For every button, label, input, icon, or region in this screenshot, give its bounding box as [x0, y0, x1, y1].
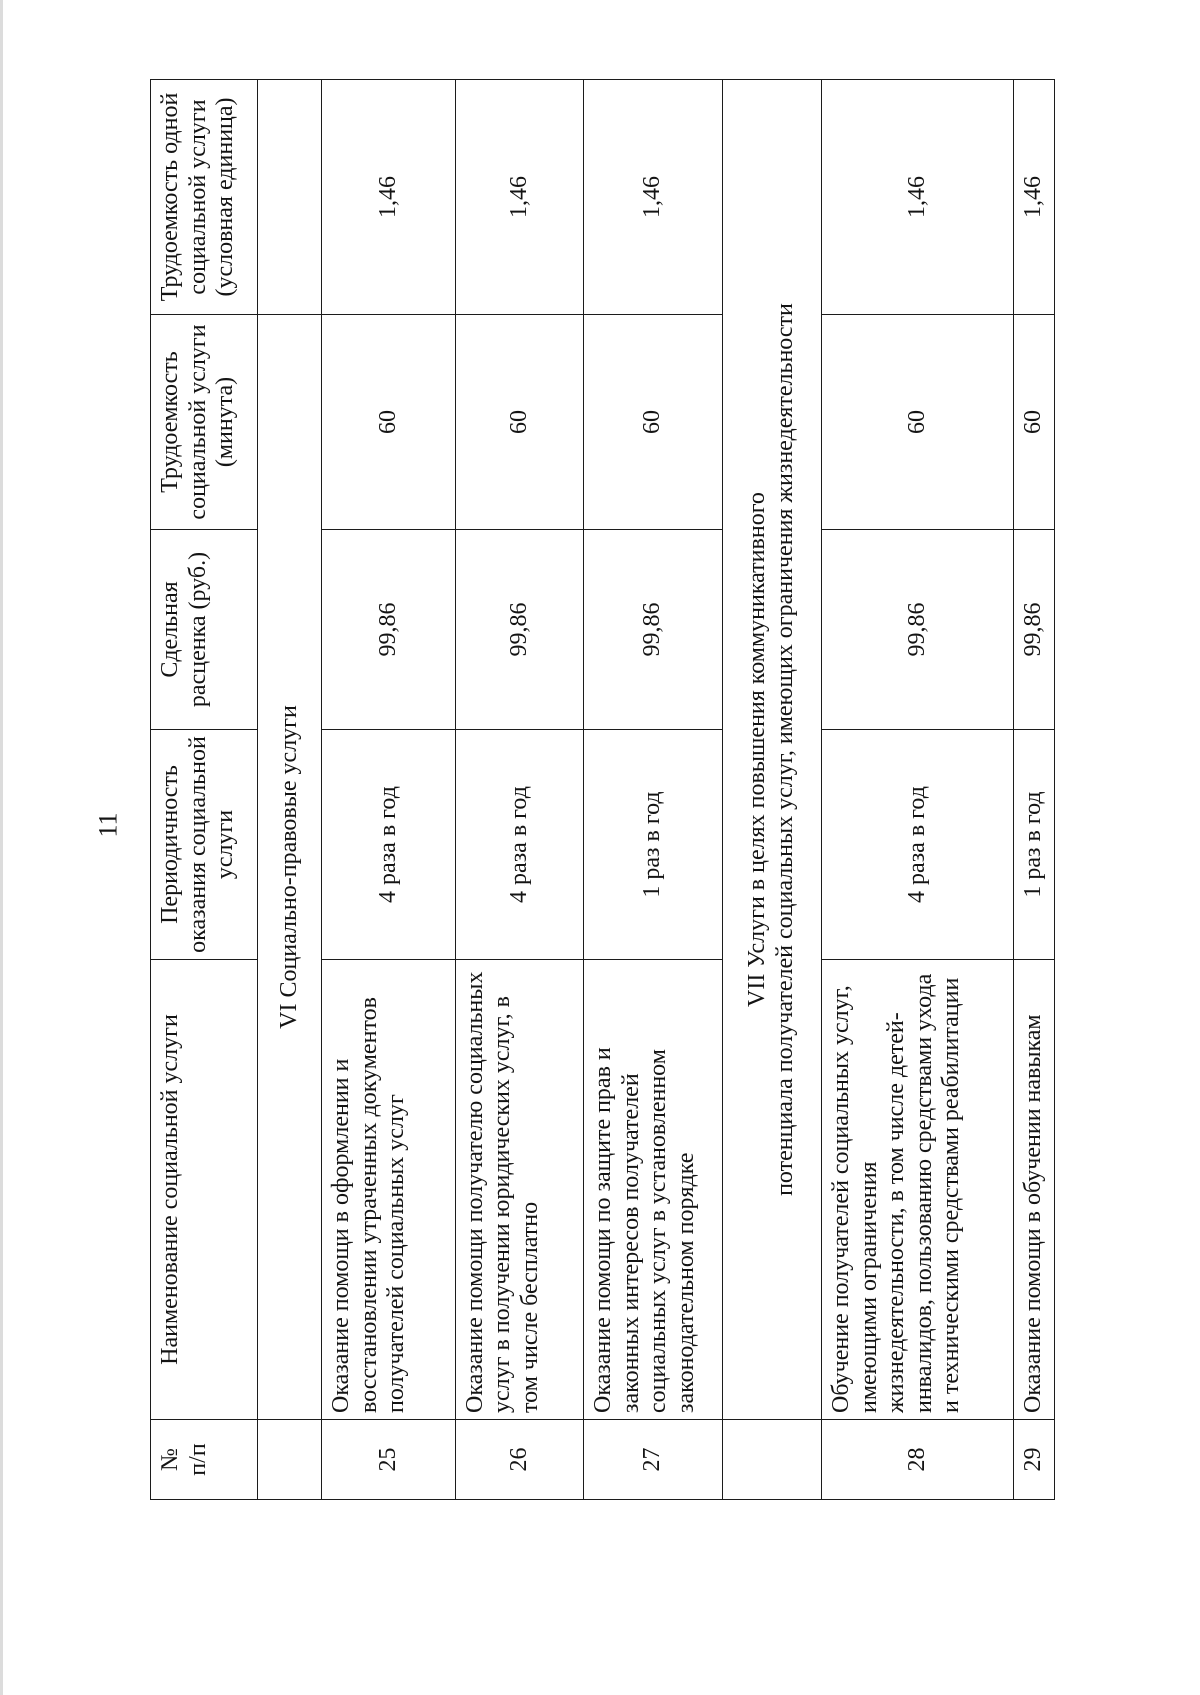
row-number: 26 [455, 1420, 583, 1500]
section-title-vii-line2: потенциала получателей социальных услуг, имеющих ограничения жизнедеятельности [772, 303, 799, 1196]
section-unit-cell [257, 80, 321, 315]
row-number: 29 [1014, 1420, 1055, 1500]
service-name: Оказание помощи в обучении навыкам [1014, 960, 1055, 1420]
service-name: Оказание помощи по защите прав и законных интересов получателей социальных услуг в установленном законодательном порядке [583, 960, 722, 1420]
service-name: Обучение получателей социальных услуг, имеющими ограничения жизнедеятельности, в том числе детей-инвалидов, пользованию средствами ухода и техническими средствами реабилитации [822, 960, 1014, 1420]
rotated-table-container [150, 80, 1055, 1500]
service-periodicity: 4 раза в год [822, 730, 1014, 960]
row-number: 28 [822, 1420, 1014, 1500]
row-number: 25 [321, 1420, 455, 1500]
page-number: 11 [93, 812, 123, 838]
section-number-cell [723, 1420, 822, 1500]
header-rate: Сдельная расценка (руб.) [151, 530, 258, 730]
section-title-vi: VI Социально-правовые услуги [257, 315, 321, 1420]
service-unit: 1,46 [1014, 80, 1055, 315]
section-number-cell [257, 1420, 321, 1500]
service-minutes: 60 [1014, 315, 1055, 530]
service-unit: 1,46 [321, 80, 455, 315]
service-name: Оказание помощи получателю социальных услуг в получении юридических услуг, в том числе бесплатно [455, 960, 583, 1420]
section-row-vii [723, 80, 822, 1500]
service-periodicity: 1 раз в год [1014, 730, 1055, 960]
service-minutes: 60 [455, 315, 583, 530]
service-rate: 99,86 [455, 530, 583, 730]
service-periodicity: 4 раза в год [321, 730, 455, 960]
header-row [151, 80, 258, 1500]
header-periodicity: Периодичность оказания социальной услуги [151, 730, 258, 960]
row-number: 27 [583, 1420, 722, 1500]
service-rate: 99,86 [1014, 530, 1055, 730]
service-rate: 99,86 [822, 530, 1014, 730]
table-row [321, 80, 455, 1500]
section-row-vi [257, 80, 321, 1500]
table-row [583, 80, 722, 1500]
header-labor-minutes: Трудоемкость социальной услуги (минута) [151, 315, 258, 530]
service-periodicity: 4 раза в год [455, 730, 583, 960]
section-title-vii-line1: VII Услуги в целях повышения коммуникативного [744, 492, 771, 1007]
header-name: Наименование социальной услуги [151, 960, 258, 1420]
header-labor-unit: Трудоемкость одной социальной услуги (условная единица) [151, 80, 258, 315]
service-minutes: 60 [583, 315, 722, 530]
service-unit: 1,46 [455, 80, 583, 315]
service-rate: 99,86 [583, 530, 722, 730]
service-minutes: 60 [321, 315, 455, 530]
table-row [1014, 80, 1055, 1500]
service-unit: 1,46 [822, 80, 1014, 315]
section-title-vii [723, 80, 822, 1420]
table-row [822, 80, 1014, 1500]
service-rate: 99,86 [321, 530, 455, 730]
service-unit: 1,46 [583, 80, 722, 315]
table-row [455, 80, 583, 1500]
header-number: № п/п [151, 1420, 258, 1500]
scan-left-edge [0, 0, 3, 1695]
service-name: Оказание помощи в оформлении и восстановлении утраченных документов получателей социальных услуг [321, 960, 455, 1420]
service-minutes: 60 [822, 315, 1014, 530]
service-periodicity: 1 раз в год [583, 730, 722, 960]
services-table [150, 79, 1055, 1500]
